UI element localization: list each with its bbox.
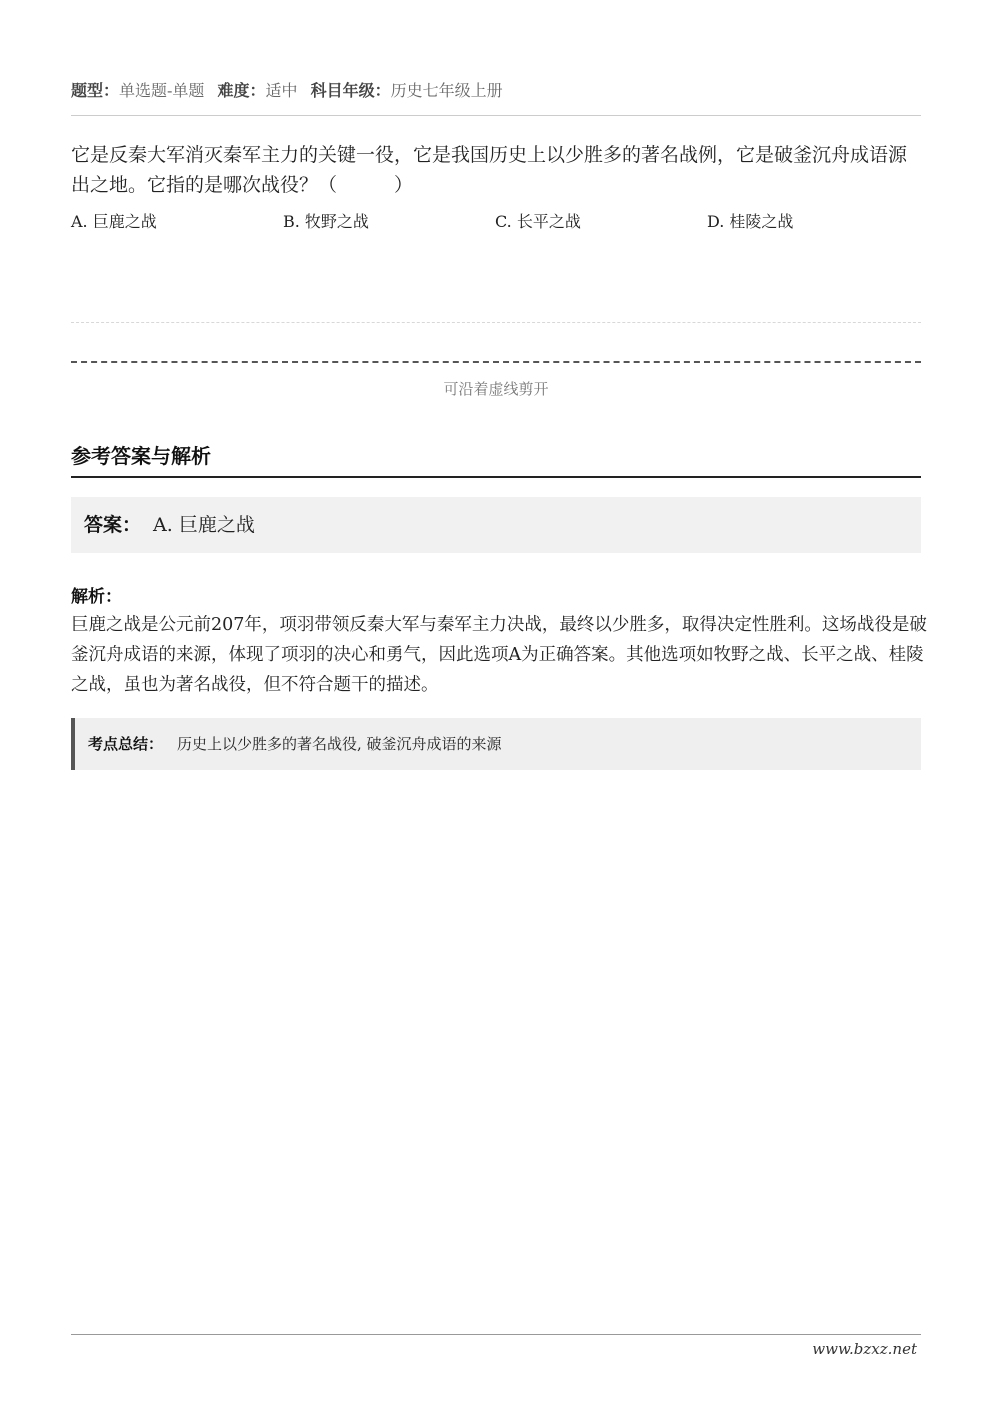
answer-section-title: 参考答案与解析 [71,444,211,468]
option-b: B. 牧野之战 [283,212,369,231]
subject-label: 科目年级： [310,81,391,100]
cut-line [71,361,921,363]
question-text: 它是反秦大军消灭秦军主力的关键一役，它是我国历史上以少胜多的著名战例，它是破釜沉舟成语源出之地。它指的是哪次战役？（ ） [71,144,908,196]
question-meta [71,78,503,101]
option-a: A. 巨鹿之战 [71,212,157,231]
cut-hint: 可沿着虚线剪开 [443,380,549,398]
summary-text: 历史上以少胜多的著名战役, 破釜沉舟成语的来源 [177,735,502,753]
option-list [71,209,921,232]
summary-label: 考点总结： [88,735,164,753]
answer-value: A. 巨鹿之战 [153,514,255,536]
footer-divider [71,1334,921,1335]
difficulty-label: 难度： [217,81,266,100]
option-d: D. 桂陵之战 [707,212,794,231]
explanation-text: 巨鹿之战是公元前207年，项羽带领反秦大军与秦军主力决战，最终以少胜多，取得决定性胜利。这场战役是破釜沉舟成语的来源，体现了项羽的决心和勇气，因此选项A为正确答案。其他选项如牧野之战、长平之战、桂陵之战，虽也为著名战役，但不符合题干的描述。 [71,615,927,695]
summary-box [71,718,921,770]
option-c: C. 长平之战 [495,212,581,231]
meta-divider [71,115,921,116]
answer-box [71,497,921,553]
type-label: 题型： [71,81,120,100]
section-divider [71,476,921,478]
answer-label: 答案： [84,514,142,536]
type-value: 单选题-单题 [119,81,205,100]
light-dashed-divider [71,322,921,323]
subject-value: 历史七年级上册 [390,81,503,100]
explanation-label: 解析： [71,587,122,607]
difficulty-value: 适中 [265,81,298,100]
footer-site: www.bzxz.net [812,1340,917,1358]
